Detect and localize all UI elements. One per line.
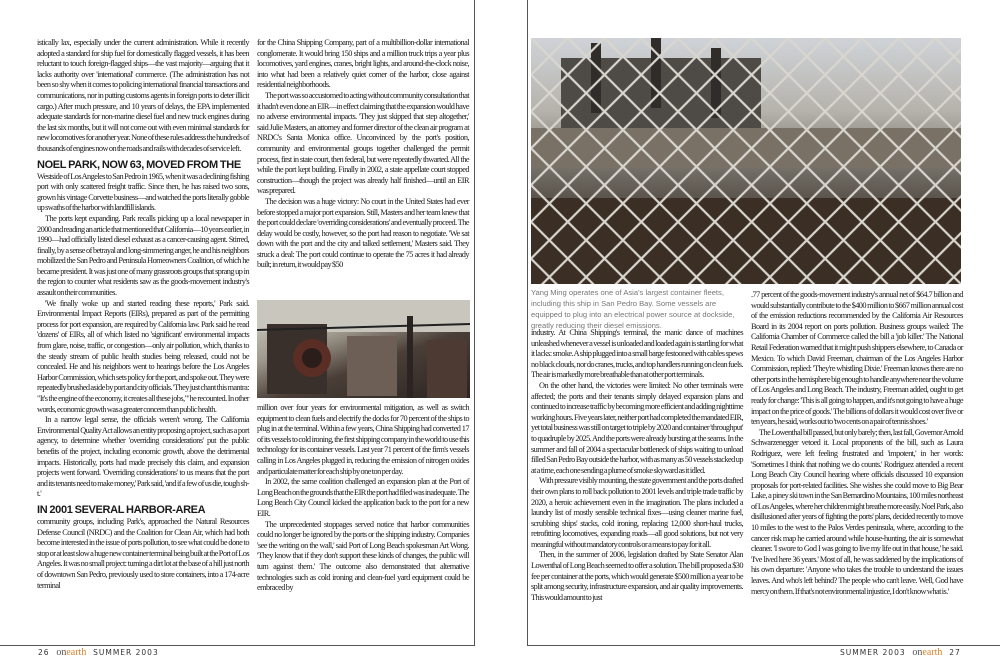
photo-caption: Yang Ming operates one of Asia's largest container fleets, including this ship in San Pedro Bay. Some vessels are equipped to plug into an electrical power source at dockside, greatly reducing their diesel emissions.	[531, 288, 735, 330]
right-column-1	[531, 328, 743, 603]
paragraph: With pressure visibly mounting, the state government and the ports drafted their own plans to roll back pollution to 2001 levels and triple trade traffic by 2020, a heroic achievement even in the imagination. The plans included a laundry list of mostly sensible technical fixes—using cleaner marine fuel, scrubbing ships' stacks, cold ironing, replacing 12,000 short-haul trucks, retrofitting locomotives, expanding roads—all good solutions, but not very meaningful without mandatory controls or a means to pay for it all.	[531, 476, 743, 549]
logo-on: on	[912, 647, 923, 658]
ship-machinery-photo	[257, 300, 470, 398]
left-column-2-top	[257, 38, 469, 271]
paragraph: The Lowenthal bill passed, but only barely; then, last fall, Governor Arnold Schwarzenegger vetoed it. Local proponents of the bill, such as Laura Rodriguez, were left feeling frustrated and 'impotent,' in her words: 'Sometimes I think that nothing we do counts.' Rodriguez attended a recent Long Beach City Council hearing where officials discussed 10 expansion proposals for port-related facilities. She wishes she could move to Big Bear Lake, a piney ski town in the San Bernardino Mountains, 100 miles northeast of Los Angeles, where her children might breathe more easily. Noel Park, also disillusioned after years of fighting the ports' plans, decided recently to move 10 miles to the west to the Palos Verdes peninsula, where, according to the cancer risk map he carried around while house-hunting, the air is somewhat cleaner. 'I swore to God I was going to live my life out in that house,' he said. 'I've lived here 36 years.' Most of all, he was saddened by the implications of his own departure: 'Anyone who takes the trouble to understand the issues leaves. And who's left behind? The people who can't leave. Well, God have mercy on them. If that's not environmental injustice, I don't know what is.'	[751, 427, 963, 596]
paragraph: million over four years for environmental mitigation, as well as switch equipment to clean fuels and electrify the docks for 70 percent of the ships to plug in at the terminal. Within a few years, China Shipping had converted 17 of its vessels to cold ironing, the first shipping company in the world to use this technology for its container vessels. Last year 71 percent of the firm's vessels calling in Los Angeles plugged in, reducing the emission of nitrogen oxides and particulate matter for each ship by one ton per day.	[257, 403, 469, 476]
section-heading	[37, 503, 249, 517]
paragraph: The decision was a huge victory: No court in the United States had ever before stopped a major port expansion. Still, Masters and her team knew that the port could declare 'overriding considerations' and eventually proceed. The delay would be costly, however, so the port had reason to negotiate. 'We sat down with the port and the city and talked settlement,' Masters said. They struck a deal: The port could continue to operate the 75 acres it had already built; in return, it would pay $50	[257, 196, 469, 270]
paragraph: 'We finally woke up and started reading these reports,' Park said. Environmental Impact Reports (EIRs), prepared as part of the permitting process for port expansion, are required by California law. Park said he read 'dozens' of EIRs, all of which listed no 'significant' environmental impacts from glare, noise, traffic, or congestion—only air pollution, which, thanks to the steady stream of public health studies being released, could not be concealed. He and his neighbors went to hearings before the Los Angeles Harbor Commission, which sets policy for the port, and spoke out. They were repeatedly brushed aside by port and city officials. 'They just chant this mantra: "It's the engine of the economy, it creates all these jobs,"' he recounted. In other words, economic growth was a greater concern than public health.	[37, 298, 249, 414]
paragraph: The port was so accustomed to acting without community consultation that it hadn't even done an EIR—in effect claiming that the expansion would have no adverse environmental impacts. 'They just skipped that step altogether,' said Julie Masters, an attorney and former director of the clean air program at NRDC's Santa Monica office. Unconvinced by the port's position, community and environmental groups together challenged the permit process, first in state court, then federal, but were repeatedly thwarted. All the while the port kept building. Finally in 2002, a state appellate court stopped construction—though the project was already half finished—until an EIR was prepared.	[257, 90, 469, 196]
left-page	[0, 0, 475, 646]
page-number: 26	[38, 648, 50, 657]
heading-text: NOEL PARK, NOW 63, MOVED FROM THE	[37, 158, 241, 171]
chain-link-fence-illustration	[531, 38, 961, 284]
logo-on: on	[56, 647, 67, 658]
paragraph: In a narrow legal sense, the officials weren't wrong. The California Environmental Quality Act allows an entity proposing a project, such as a port agency, to determine whether 'overriding considerations' put the public benefits of the project, including economic growth, above the detrimental impacts. Historically, ports had made precisely this claim, and expansion projects went forward. 'Overriding considerations' to us means that the port and its tenants need to make money,' Park said, 'and if a few of us die, tough sh-t.'	[37, 415, 249, 499]
left-page-footer	[38, 647, 159, 658]
section-heading	[37, 158, 249, 172]
paragraph: .77 percent of the goods-movement industry's annual net of $64.7 billion and would substantially contribute to the $400 million to $667 million annual cost of the emission reductions recommended by the California Air Resources Board in its 2004 report on ports pollution. Business groups wailed: The California Chamber of Commerce called the bill a 'job killer.' The National Retail Federation warned that it might push shippers elsewhere, to Canada or Mexico. To which David Freeman, chairman of the Los Angeles Harbor Commission, replied: 'They're whistling Dixie.' Freeman knows there are no other ports in the hemisphere big enough to handle anywhere near the volume of Los Angeles and Long Beach. The industry, Freeman added, ought to get ready for change: 'This is all going to happen, and it's not going to have a huge impact on the price of goods.' The billions of dollars it would cost over five or ten years, he said, works out to 'two cents on a pair of tennis shoes.'	[751, 290, 963, 427]
logo-earth: earth	[922, 647, 943, 658]
paragraph: The unprecedented stoppages served notice that harbor communities could no longer be ignored by the ports or the shipping industry. Companies 'see the writing on the wall,' said Port of Long Beach spokesman Art Wong. 'They know that if they don't support these kinds of changes, the public will turn against them.' The outcome also demonstrated that alternative technologies such as cold ironing and clean-fuel yard equipment could be embraced by	[257, 519, 469, 593]
issue-date: SUMMER 2003	[840, 648, 906, 657]
paragraph: The ports kept expanding. Park recalls picking up a local newspaper in 2000 and reading an article that mentioned that California—10 years earlier, in 1990—had officially listed diesel exhaust as a cancer-causing agent. Stirred, finally, by a sense of betrayal and long-simmering anger, he and his neighbors mobilized the San Pedro and Peninsula Homeowners Coalition, of which he became president. It was just one of many grassroots groups that sprang up in the region to counter what residents saw as the goods-movement industry's assault on their communities.	[37, 213, 249, 298]
right-column-2	[751, 290, 963, 597]
paragraph: for the China Shipping Company, part of a multibillion-dollar international conglomerate. It would bring 150 ships and a million truck trips a year plus locomotives, yard engines, cranes, bright lights, and around-the-clock noise, into what had been a relatively quiet corner of the harbor, close against residential neighborhoods.	[257, 38, 469, 90]
page-number: 27	[949, 648, 961, 657]
paragraph: In 2002, the same coalition challenged an expansion plan at the Port of Long Beach on the grounds that the EIR the port had filed was inadequate. The Long Beach City Council kicked the application back to the port for a new EIR.	[257, 477, 469, 518]
paragraph: community groups, including Park's, approached the Natural Resources Defense Council (NRDC) and the Coalition for Clean Air, which had both become interested in the issue of ports pollution, to see what could be done to stop or at least slow a huge new container terminal being built at the Port of Los Angeles. It was no small project: turning a dirt lot at the base of a hill just north of downtown San Pedro, previously used to store containers, into a 174-acre terminal	[37, 516, 249, 590]
paragraph: istically lax, especially under the current administration. While it recently adopted a standard for ship fuel for domestically flagged vessels, it has been reluctant to touch foreign-flagged ships—the vast majority—arguing that it lacks authority over 'international' commerce. (The administration has not been so shy when it comes to policing international financial transactions and communications, nor in putting customs agents in foreign ports to deter illicit cargo.) After much pressure, and 10 years of delays, the EPA implemented adequate standards for non-marine diesel fuel and new truck engines during the last six months, but it will not come out with even minimal standards for new locomotives for another year. None of these rules address the hundreds of thousands of engines now on the roads and rails with decades of service left.	[37, 38, 249, 153]
right-page-footer	[840, 647, 961, 658]
paragraph: industry. At China Shipping's terminal, the manic dance of machines unleashed whenever a vessel is unloaded and loaded again is startling for what it lacks: smoke. A ship plugged into a small barge festooned with cables spews no black clouds, nor do cranes, trucks, and top handlers running on clean fuels. The air is markedly more breathable than at other port terminals.	[531, 328, 743, 380]
issue-date: SUMMER 2003	[93, 648, 159, 657]
paragraph: Westside of Los Angeles to San Pedro in 1965, when it was a declining fishing port with only scattered freight traffic. Since then, he has raised two sons, grown his vintage Corvette business—and watched the ports literally gobble up swaths of the harbor with landfill islands.	[37, 171, 249, 213]
paragraph: On the other hand, the victories were limited: No other terminals were affected; the ports and their tenants simply delayed expansion plans and continued to increase traffic by becoming more efficient and adding nighttime working hours. Five years later, neither port had completed the mandated EIR, yet total business was still on target to triple by 2020 and container 'throughput' to quadruple by 2025. And the ports were already bursting at the seams. In the summer and fall of 2004 a spectacular bottleneck of ships waiting to unload filled San Pedro Bay outside the harbor, with as many as 50 vessels stacked up at a time, each one sending a plume of smoke skyward as it idled.	[531, 380, 743, 475]
machinery-illustration	[257, 300, 470, 398]
paragraph: Then, in the summer of 2006, legislation drafted by State Senator Alan Lowenthal of Long Beach seemed to offer a solution. The bill proposed a $30 fee per container at the ports, which would generate $500 million a year to be split among security, infrastructure expansion, and air quality improvements. This would amount to just	[531, 550, 743, 602]
container-ship-photo	[531, 38, 961, 284]
magazine-logo	[56, 647, 86, 658]
left-column-2-bottom	[257, 403, 469, 594]
logo-earth: earth	[66, 647, 87, 658]
heading-text: IN 2001 SEVERAL HARBOR-AREA	[37, 503, 206, 516]
right-page	[527, 0, 1000, 646]
magazine-logo	[912, 647, 942, 658]
left-column-1	[37, 38, 249, 591]
